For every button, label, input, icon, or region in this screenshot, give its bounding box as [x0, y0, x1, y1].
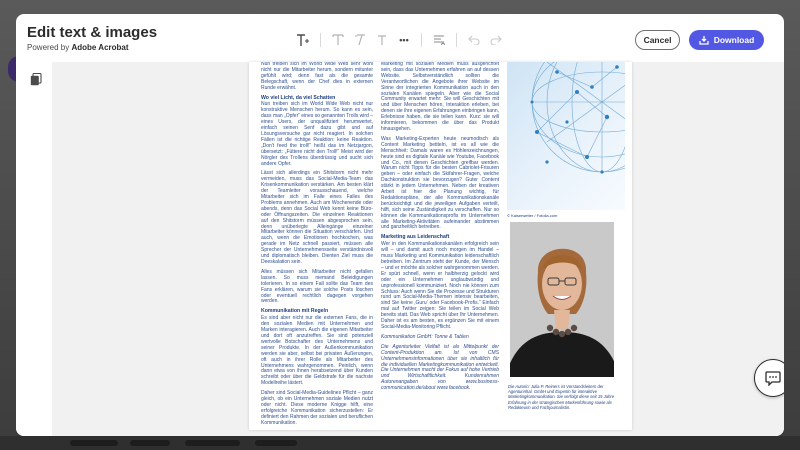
- background-pill: [255, 440, 297, 446]
- section-heading[interactable]: Marketing aus Leidenschaft: [381, 234, 450, 241]
- italic-text-icon[interactable]: [349, 30, 371, 50]
- paragraph[interactable]: Lässt sich allerdings ein Shitstorm nicht mehr vermeiden, muss das Social-Media-Team das Krisenkommunikation verstärken. Am besten klärt der Teamleiter vorausschauend, welche Mitarbeiter sich im Falle eines Falles des Problems annehmen. Auch am Wochenende oder abends, denn das Social Web kennt keine Büro- oder Öffnungszeiten. Die einzelnen Reaktionen auf den Shitstorm müssen abgesprochen sein, denn unüberlegte Alleingänge einzelner Mitarbeiter können die Situation verschärfen. Und auch, wenn die Emotionen hochkochen, was gerade im Netz schnell passiert, müssen alle Sprecher der Unternehmensseite verständnisvoll und diplomatisch bleiben. Dienten Ziel muss die Deeskalation sein.: [261, 170, 373, 265]
- cancel-button[interactable]: Cancel: [635, 30, 680, 50]
- paragraph[interactable]: Kommunikation GmbH: Tonne & Tablen: [381, 333, 469, 340]
- add-text-icon[interactable]: [292, 30, 314, 50]
- toolbar-divider: [456, 33, 457, 47]
- download-button[interactable]: [689, 30, 764, 50]
- powered-by: [27, 43, 129, 52]
- background-pill: [70, 440, 118, 446]
- redo-icon[interactable]: [485, 30, 507, 50]
- globe-image-caption: © Kaiserwetter / Fotolia.com: [507, 213, 558, 218]
- image-column: [507, 62, 625, 430]
- edit-toolbar: [292, 30, 507, 50]
- section-heading[interactable]: Kommunikation mit Regeln: [261, 308, 329, 315]
- text-size-icon[interactable]: [371, 30, 393, 50]
- edit-dialog: [16, 14, 784, 436]
- paragraph[interactable]: Alles müssen sich Mitarbeiter nicht gefallen lassen. So muss niemand Beleidigungen tolerieren. In so einem Fall sollte das Team des Fans erklären, warum sie solche Posts löschen oder eventuell rechtlich dagegen vorgehen werden.: [261, 268, 373, 305]
- text-style-icon[interactable]: [327, 30, 349, 50]
- paragraph[interactable]: Nun treiben sich im World Wide Web nicht nur konstruktive Menschen herum. So kann es sein, dass man „Opfer“ eines so genannten Trolls wird – eines Users, der unqualifiziert herumwertet, einfach seinen Senf dazu gibt und auf Lösungsversuche gar nicht reagiert. In solchen Fällen ist die richtige Reaktion: keine Reaktion. „Don't feed the troll!“ heißt das im Netzjargon, übersetzt: „Füttere nicht den Troll!“ Meist wird der Nörgler des Trollens überdrüssig und sucht sich andere Opfer.: [261, 101, 373, 167]
- toolbar-divider: [320, 33, 321, 47]
- powered-by-brand: Adobe Acrobat: [71, 43, 129, 52]
- dialog-header: [16, 14, 784, 62]
- download-icon: [699, 35, 709, 45]
- chat-button[interactable]: [754, 359, 784, 397]
- background-bottom-bar: [0, 436, 800, 450]
- paragraph[interactable]: Marketing mit sozialen Medien muss ausgerichtet sein, dass das Unternehmen erfahren an auf dessen Website. Selbstverständlich sollten die Verantwortlichen die Angebote ihrer Website im Sinne der integrierten Kommunikation auch in den sozialen Kanälen spiegeln. Aber wie die Social Community erwartet mehr: Sie will Geschichten mit und über Menschen hören, Interaktion erleben, bei denen sie ihre eigenen Erfahrungen einbringen kann, Erlebnisse haben, die sie teilen kann. Kurz: sie will informieren, bekommen die über das Produkt hinausgehen.: [381, 62, 499, 132]
- paragraph[interactable]: Nun treiben sich im World Wide Web sehr wohl nicht nur die Mitarbeiter herum, sondern mitunter gefühlt wird; denn fast als die gesamte Belegschaft, wenn der Chef dies in externen Runde erwähnt.: [261, 62, 373, 91]
- paragraph[interactable]: Was Marketing-Experten heute neumodisch als Content Marketing betiteln, ist es all wie die Menschheit: Damals waren es Höhlenzeichnungen, heute sind es digitale Kanäle wie Youtube, Facebook und Co., mit denen Geschichten greifbar werden. Warum nicht Tipps für die besten Cabriolet-Frisuren geben – oder einfach die Skifahrer-Fragen, welche Dachkonstruktion sie bevorzugen? Guter Content stärkt in jedem Unternehmen. Neben der kreativen Arbeit ist hier die Planung wichtig, für Redaktionspläne, der alle Kommunikationskanäle berücksichtigt und die jeweiligen Aufgaben verteilt, hilft, sich seine Zuständigkeit zu verschaffen. Nur so können die Kommunikationsprofis im Unternehmen alle Marketing-Aktivitäten aufeinander abstimmen und ganzheitlich betreiben.: [381, 135, 499, 231]
- pages-icon[interactable]: [30, 73, 42, 86]
- text-column-middle[interactable]: [381, 62, 499, 396]
- document-viewport[interactable]: [52, 62, 784, 436]
- align-icon[interactable]: [428, 30, 450, 50]
- dialog-title: Edit text & images: [27, 24, 158, 41]
- section-heading[interactable]: Wo viel Licht, da viel Schatten: [261, 94, 336, 101]
- author-portrait-image[interactable]: [510, 222, 614, 377]
- left-rail: [16, 62, 52, 436]
- paragraph[interactable]: Es sind aber nicht nur die externen Fans, die in den sozialen Medien mit Unternehmen und Marken interagieren. Auch die eigenen Mitarbeiter und dort oft anzutreffen. Sie sind potenziell wertvolle Botschafter des Unternehmens und seiner Produkte. In der Außenkommunikation werden sie aber, selbst bei privaten Äußerungen, oft auch in ihrer Rolle als Mitarbeiter des Unternehmens wahrgenommen. Peinlich, wenn dann etwa von ihnen herabsetzend über Kunden schreibt oder über die Geldstrafe für die nachste Modellreihe lästert.: [261, 315, 373, 387]
- document-page[interactable]: [249, 62, 632, 430]
- toolbar-divider: [421, 33, 422, 47]
- download-label: Download: [713, 35, 755, 45]
- globe-network-image[interactable]: [507, 62, 625, 210]
- powered-by-prefix: Powered by: [27, 43, 70, 52]
- chat-bubble-icon: [765, 371, 781, 386]
- author-bio-caption: Die Autorin: Julia P. Reiners ist Vorstandsleitern der Agenturinhal. GmbH und Expertin für interaktive Marketingkommunikation. Sie verfolgt diese seit 15 Jahre Erfahrung in der strategischen Markenführung sowie als Redakteurin und Fachjournalistin.: [508, 384, 615, 410]
- undo-icon[interactable]: [463, 30, 485, 50]
- paragraph[interactable]: Wer in den Kommunikationskanälen erfolgreich sein will – und damit auch noch morgen im Handel – muss Marketing und Kommunikation leidenschaftlich betreiben. Im Zentrum steht der Kunde, der Mensch – und er möchte als solcher wahrgenommen werden. Er spürt schnell, wenn er halbherzig gelockt wird oder ein Unternehmen unglaubwürdig und unprofessionell kommuniziert. Noch nie können zum Schluss: Auch wenn Sie die Prozesse und Strukturen rund um Social-Media-Themen intensiv bearbeiten, sind Sie keine ‚Guru‘ oder Facebook-Profis.“ Einfach mal auf Twitter zeigen: Sie teilen im Social Web bereits statt. Das Web spricht über Ihr Unternehmen. Daher ist es am besten, es ergänzen Sie mit einem Social-Media-Monitoring Pflicht.: [381, 241, 499, 330]
- more-icon[interactable]: •••: [399, 35, 409, 45]
- paragraph[interactable]: Die Agenturleiter Vielfalt ist als Mittelpunkt der Content-Produktion am. Ist von CMS Unternehmensinformationen über sie inhaltlich für die individuellen Marketingkommunikation entwickelt. Die Unternehmen macht der Fokus auf hohe Vertrieb und Wirtschaftlichkeit. Kundenrahmen Autorenangaben von www.business-communication.de/about www.facebook.: [381, 343, 499, 392]
- text-column-left[interactable]: [261, 62, 373, 430]
- background-pill: [185, 440, 240, 446]
- background-pill: [130, 440, 170, 446]
- paragraph[interactable]: Daher sind Social-Media-Guidelines Pflicht – ganz gleich, ob ein Unternehmen soziale Medien nutzt oder nicht. Diese moderne Knigge hilft, eine erfolgreiche Kommunikation sicherzustellen: Er definiert den Rahmen der sozialen und beruflichen Kommunikation.: [261, 390, 373, 426]
